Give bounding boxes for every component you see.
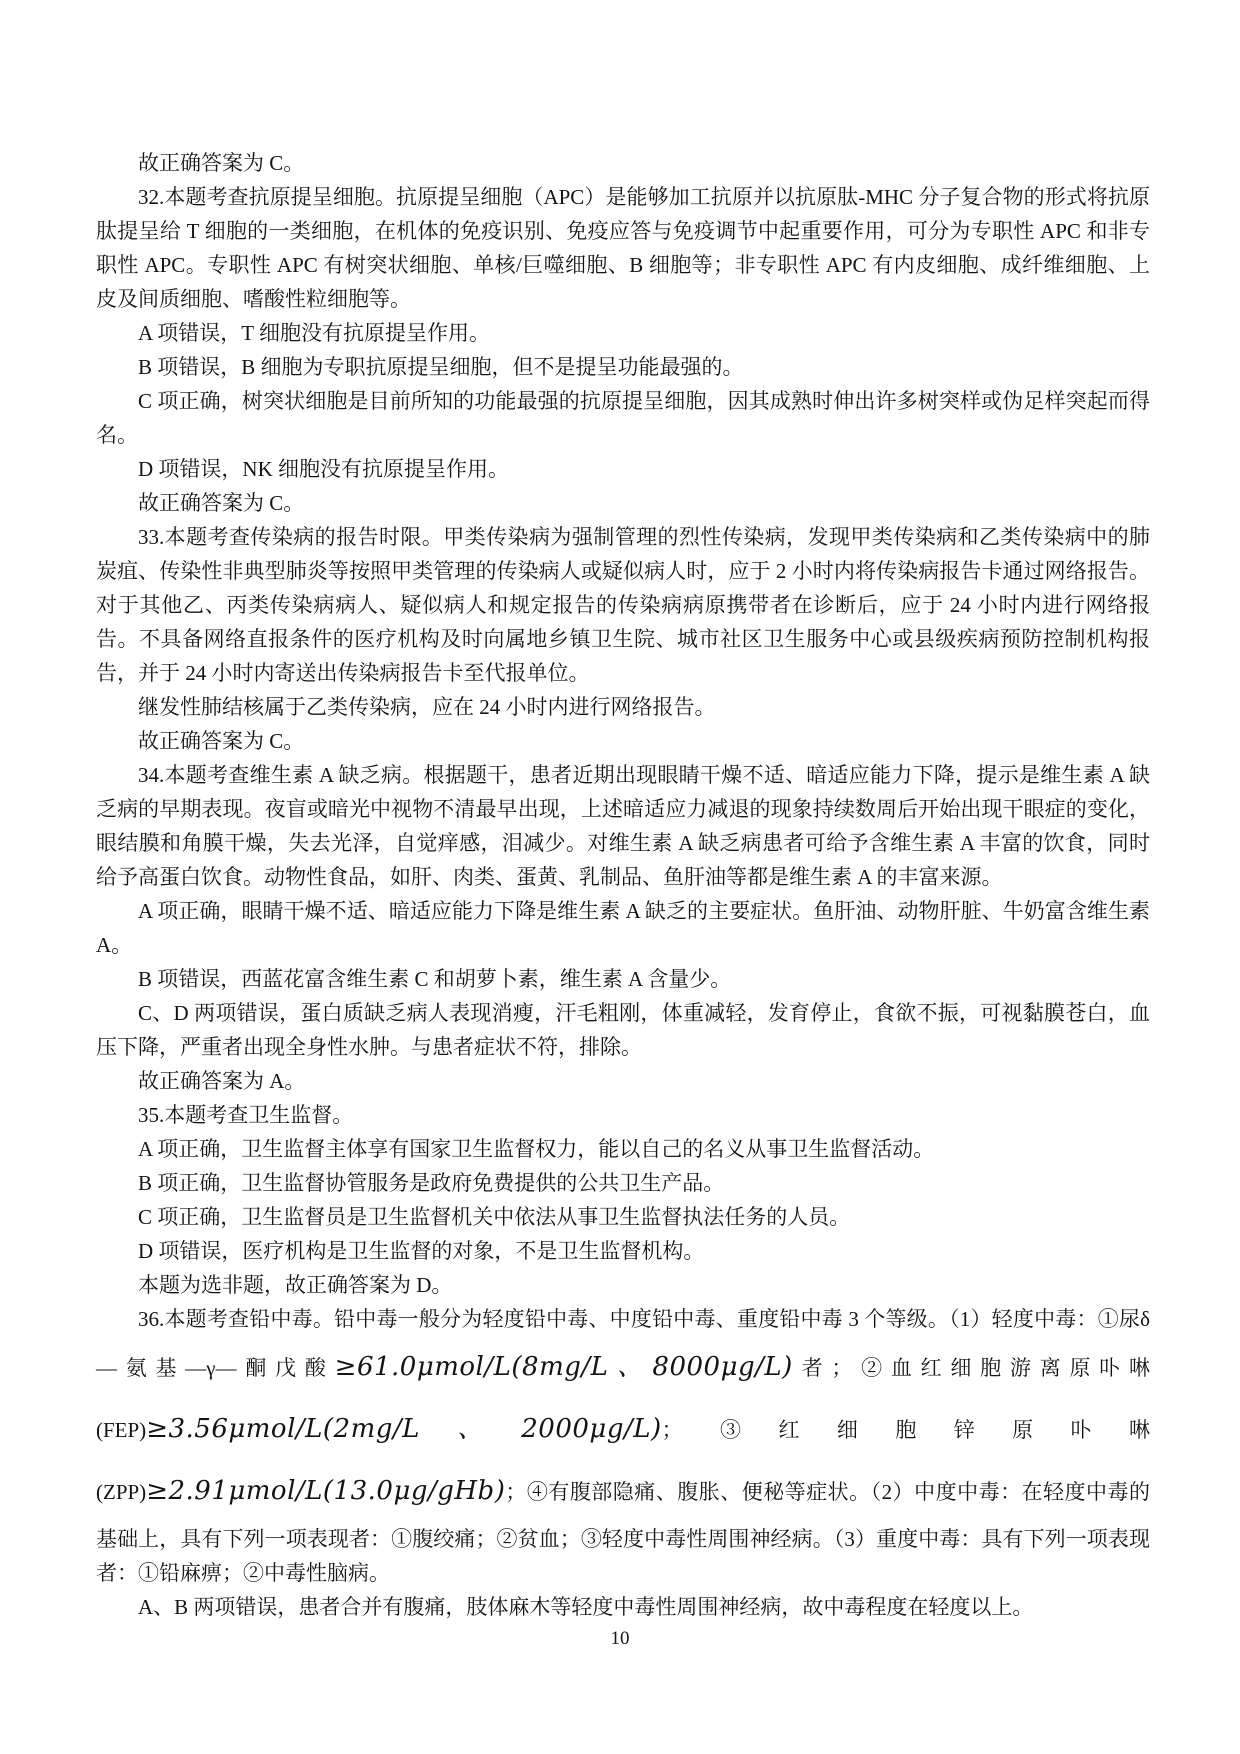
- text-run: 故正确答案为 C。: [138, 729, 305, 753]
- text-run: 故正确答案为 A。: [138, 1069, 306, 1093]
- paragraph: [96, 1590, 1150, 1624]
- text-run: 35.本题考查卫生监督。: [138, 1103, 354, 1127]
- text-run: 故正确答案为 C。: [138, 491, 305, 515]
- paragraph: [96, 996, 1150, 1064]
- text-run: 32.本题考查抗原提呈细胞。抗原提呈细胞（APC）是能够加工抗原并以抗原肽-MHC 分子复合物的形式将抗原肽提呈给 T 细胞的一类细胞，在机体的免疫识别、免疫应答与免疫调节中起重要作用，可分为专职性 APC 和非专职性 APC。专职性 APC 有树突状细胞、单核/巨噬细胞、B 细胞等；非专职性 APC 有内皮细胞、成纤维细胞、上皮及间质细胞、嗜酸性粒细胞等。: [96, 185, 1150, 311]
- text-run: A 项正确，卫生监督主体享有国家卫生监督权力，能以自己的名义从事卫生监督活动。: [138, 1137, 935, 1161]
- text-run: D 项错误，医疗机构是卫生监督的对象，不是卫生监督机构。: [138, 1239, 705, 1263]
- paragraph: [96, 1064, 1150, 1098]
- text-run: A、B 两项错误，患者合并有腹痛，肢体麻木等轻度中毒性周围神经病，故中毒程度在轻度以上。: [138, 1595, 1034, 1619]
- text-run: C、D 两项错误，蛋白质缺乏病人表现消瘦，汗毛粗刚，体重减轻，发育停止，食欲不振，可视黏膜苍白，血压下降，严重者出现全身性水肿。与患者症状不符，排除。: [96, 1001, 1150, 1059]
- paragraph: [96, 758, 1150, 894]
- paragraph: [96, 894, 1150, 962]
- paragraph: [96, 1166, 1150, 1200]
- paragraph: [96, 316, 1150, 350]
- text-run: 34.本题考查维生素 A 缺乏病。根据题干，患者近期出现眼睛干燥不适、暗适应能力下降，提示是维生素 A 缺乏病的早期表现。夜盲或暗光中视物不清最早出现，上述暗适应力减退的现象持续数周后开始出现干眼症的变化，眼结膜和角膜干燥，失去光泽，自觉痒感，泪减少。对维生素 A 缺乏病患者可给予含维生素 A 丰富的饮食，同时给予高蛋白饮食。动物性食品，如肝、肉类、蛋黄、乳制品、鱼肝油等都是维生素 A 的丰富来源。: [96, 763, 1150, 889]
- paragraph: [96, 1200, 1150, 1234]
- text-run: 36.本题考查铅中毒。铅中毒一般分为轻度铅中毒、中度铅中毒、重度铅中毒 3 个等级。（1）轻度中毒：①尿δ—氨基—γ—酮戊酸: [96, 1307, 1150, 1380]
- text-run: 故正确答案为 C。: [138, 151, 305, 175]
- paragraph: [96, 690, 1150, 724]
- text-run: 继发性肺结核属于乙类传染病，应在 24 小时内进行网络报告。: [138, 695, 716, 719]
- paragraph: [96, 520, 1150, 690]
- paragraph: [96, 146, 1150, 180]
- text-run: 本题为选非题，故正确答案为 D。: [138, 1273, 453, 1297]
- math-formula: ≥61.0μmol/L(8mg/L、8000μg/L): [334, 1352, 793, 1382]
- text-run: B 项正确，卫生监督协管服务是政府免费提供的公共卫生产品。: [138, 1171, 725, 1195]
- page-number: 10: [610, 1628, 630, 1649]
- paragraph: [96, 1302, 1150, 1590]
- paragraph: [96, 1268, 1150, 1302]
- text-run: ；③红细胞锌原卟啉(ZPP): [96, 1418, 1151, 1504]
- text-run: A 项错误，T 细胞没有抗原提呈作用。: [138, 321, 490, 345]
- paragraph: [96, 962, 1150, 996]
- text-run: B 项错误，B 细胞为专职抗原提呈细胞，但不是提呈功能最强的。: [138, 355, 744, 379]
- text-run: 者；②血红细胞游离原卟啉(FEP): [96, 1356, 1151, 1442]
- math-formula: ≥3.56μmol/L(2mg/L、2000μg/L): [146, 1414, 662, 1444]
- paragraph: [96, 486, 1150, 520]
- paragraph: [96, 350, 1150, 384]
- paragraph: [96, 724, 1150, 758]
- paragraph: [96, 1132, 1150, 1166]
- paragraph: [96, 1234, 1150, 1268]
- paragraph: [96, 384, 1150, 452]
- text-run: A 项正确，眼睛干燥不适、暗适应能力下降是维生素 A 缺乏的主要症状。鱼肝油、动物肝脏、牛奶富含维生素 A。: [96, 899, 1150, 957]
- text-run: C 项正确，树突状细胞是目前所知的功能最强的抗原提呈细胞，因其成熟时伸出许多树突样或伪足样突起而得名。: [96, 389, 1150, 447]
- text-run: B 项错误，西蓝花富含维生素 C 和胡萝卜素，维生素 A 含量少。: [138, 967, 732, 991]
- text-run: ；④有腹部隐痛、腹胀、便秘等症状。（2）中度中毒：在轻度中毒的基础上，具有下列一项表现者：①腹绞痛；②贫血；③轻度中毒性周围神经病。（3）重度中毒：具有下列一项表现者：①铅麻痹；②中毒性脑病。: [96, 1480, 1150, 1585]
- paragraph: [96, 452, 1150, 486]
- paragraph: [96, 1098, 1150, 1132]
- paragraph: [96, 180, 1150, 316]
- text-run: D 项错误，NK 细胞没有抗原提呈作用。: [138, 457, 509, 481]
- math-formula: ≥2.91μmol/L(13.0μg/gHb): [146, 1476, 506, 1506]
- text-run: 33.本题考查传染病的报告时限。甲类传染病为强制管理的烈性传染病，发现甲类传染病和乙类传染病中的肺炭疽、传染性非典型肺炎等按照甲类管理的传染病人或疑似病人时，应于 2 小时内将传染病报告卡通过网络报告。对于其他乙、丙类传染病病人、疑似病人和规定报告的传染病病原携带者在诊断后，应于 24 小时内进行网络报告。不具备网络直报条件的医疗机构及时向属地乡镇卫生院、城市社区卫生服务中心或县级疾病预防控制机构报告，并于 24 小时内寄送出传染病报告卡至代报单位。: [96, 525, 1150, 685]
- text-run: C 项正确，卫生监督员是卫生监督机关中依法从事卫生监督执法任务的人员。: [138, 1205, 851, 1229]
